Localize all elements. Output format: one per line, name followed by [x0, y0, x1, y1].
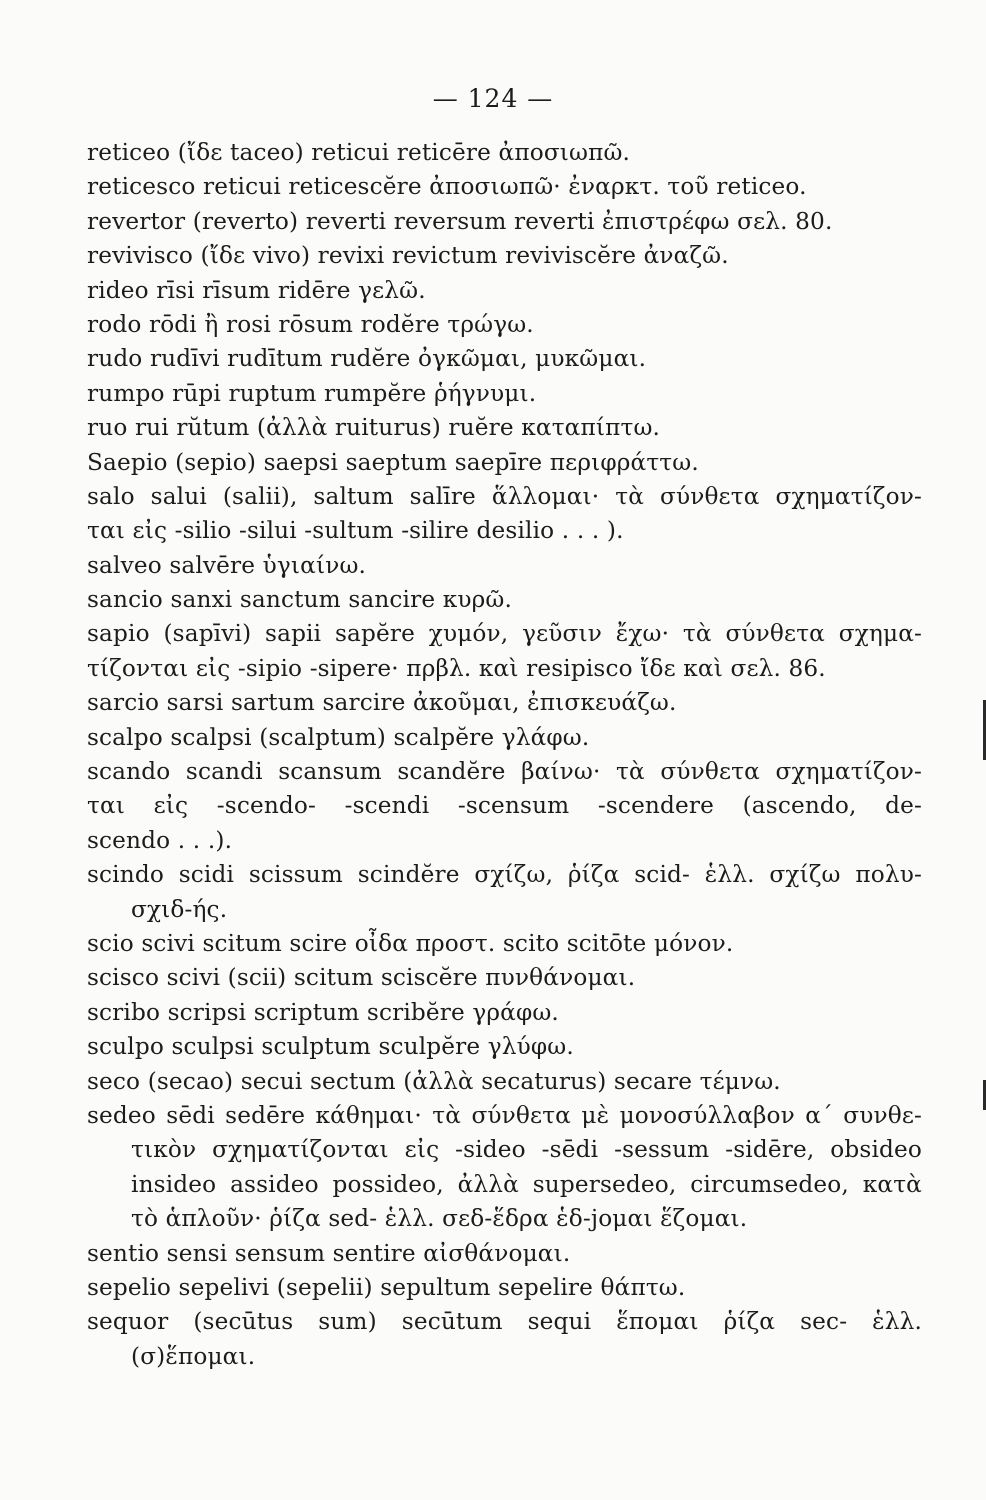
text-line: scio scivi scitum scire οἶδα προστ. scito scitōte μόνον.: [87, 929, 734, 957]
text-line: reticeo (ἴδε taceo) reticui reticēre ἀποσιωπῶ.: [87, 139, 631, 166]
text-line: σχιδ-ής.: [131, 895, 228, 923]
text-line: (σ)ἕπομαι.: [131, 1342, 256, 1370]
text-line: reticesco reticui reticescĕre ἀποσιωπῶ· ἐναρκτ. τοῦ reticeo.: [87, 173, 807, 201]
text-line: sequor (secūtus sum) secūtum sequi ἕπομαι ῥίζα sec- ἑλλ.: [87, 1308, 922, 1336]
page-number: — 124 —: [432, 84, 554, 113]
text-line: sculpo sculpsi sculptum sculpĕre γλύφω.: [87, 1033, 574, 1061]
text-line: rudo rudīvi rudītum rudĕre ὀγκῶμαι, μυκῶμαι.: [87, 345, 647, 373]
text-line: revivisco (ἴδε vivo) revixi revictum reviviscĕre ἀναζῶ.: [87, 242, 729, 270]
text-line: insideo assideo possideo, ἀλλὰ supersedeo, circumsedeo, κατὰ: [131, 1170, 922, 1198]
text-line: revertor (reverto) reverti reversum reverti ἐπιστρέφω σελ. 80.: [87, 207, 833, 235]
text-line: rideo rīsi rīsum ridēre γελῶ.: [87, 276, 426, 304]
text-line: sedeo sēdi sedēre κάθημαι· τὰ σύνθετα μὲ μονοσύλλαβον α΄ συνθε-: [87, 1101, 922, 1129]
text-line: τὸ ἁπλοῦν· ῥίζα sed- ἑλλ. σεδ-ἕδρα ἑδ-jομαι ἕζομαι.: [131, 1205, 748, 1233]
text-line: scindo scidi scissum scindĕre σχίζω, ῥίζα scid- ἑλλ. σχίζω πολυ-: [87, 861, 922, 889]
text-line: sancio sanxi sanctum sancire κυρῶ.: [87, 586, 512, 614]
text-line: salveo salvēre ὑγιαίνω.: [87, 551, 367, 579]
text-line: ται εἰς -silio -silui -sultum -silire desilio . . . ).: [87, 517, 624, 545]
text-line: rumpo rūpi ruptum rumpĕre ῥήγνυμι.: [87, 379, 537, 407]
text-line: rodo rōdi ἢ rosi rōsum rodĕre τρώγω.: [87, 310, 534, 338]
text-line: scisco scivi (scii) scitum sciscĕre πυνθάνομαι.: [87, 964, 636, 992]
text-line: Saepio (sepio) saepsi saeptum saepīre περιφράττω.: [87, 448, 699, 476]
text-line: sentio sensi sensum sentire αἰσθάνομαι.: [87, 1239, 571, 1267]
text-line: τίζονται εἰς -sipio -sipere· πρβλ. καὶ resipisco ἴδε καὶ σελ. 86.: [87, 654, 826, 682]
text-line: seco (secao) secui sectum (ἀλλὰ secaturus) secare τέμνω.: [87, 1067, 781, 1095]
text-line: sapio (sapīvi) sapii sapĕre χυμόν, γεῦσιν ἔχω· τὰ σύνθετα σχημα-: [87, 620, 922, 648]
text-line: scribo scripsi scriptum scribĕre γράφω.: [87, 998, 559, 1026]
text-line: τικὸν σχηματίζονται εἰς -sideo -sēdi -sessum -sidēre, obsideo: [131, 1136, 922, 1164]
text-line: salo salui (salii), saltum salīre ἅλλομαι· τὰ σύνθετα σχηματίζον-: [87, 482, 922, 510]
text-line: scalpo scalpsi (scalptum) scalpĕre γλάφω.: [87, 723, 590, 751]
text-line: sepelio sepelivi (sepelii) sepultum sepelire θάπτω.: [87, 1273, 686, 1301]
text-line: ruo rui rŭtum (ἀλλὰ ruiturus) ruĕre καταπίπτω.: [87, 414, 661, 442]
text-line: scando scandi scansum scandĕre βαίνω· τὰ σύνθετα σχηματίζον-: [87, 758, 922, 786]
text-line: sarcio sarsi sartum sarcire ἀκοῦμαι, ἐπισκευάζω.: [87, 689, 677, 717]
text-line: scendo . . .).: [87, 826, 233, 854]
dictionary-entries: [87, 136, 922, 1374]
text-line: ται εἰς -scendo- -scendi -scensum -scendere (ascendo, de-: [87, 792, 922, 820]
